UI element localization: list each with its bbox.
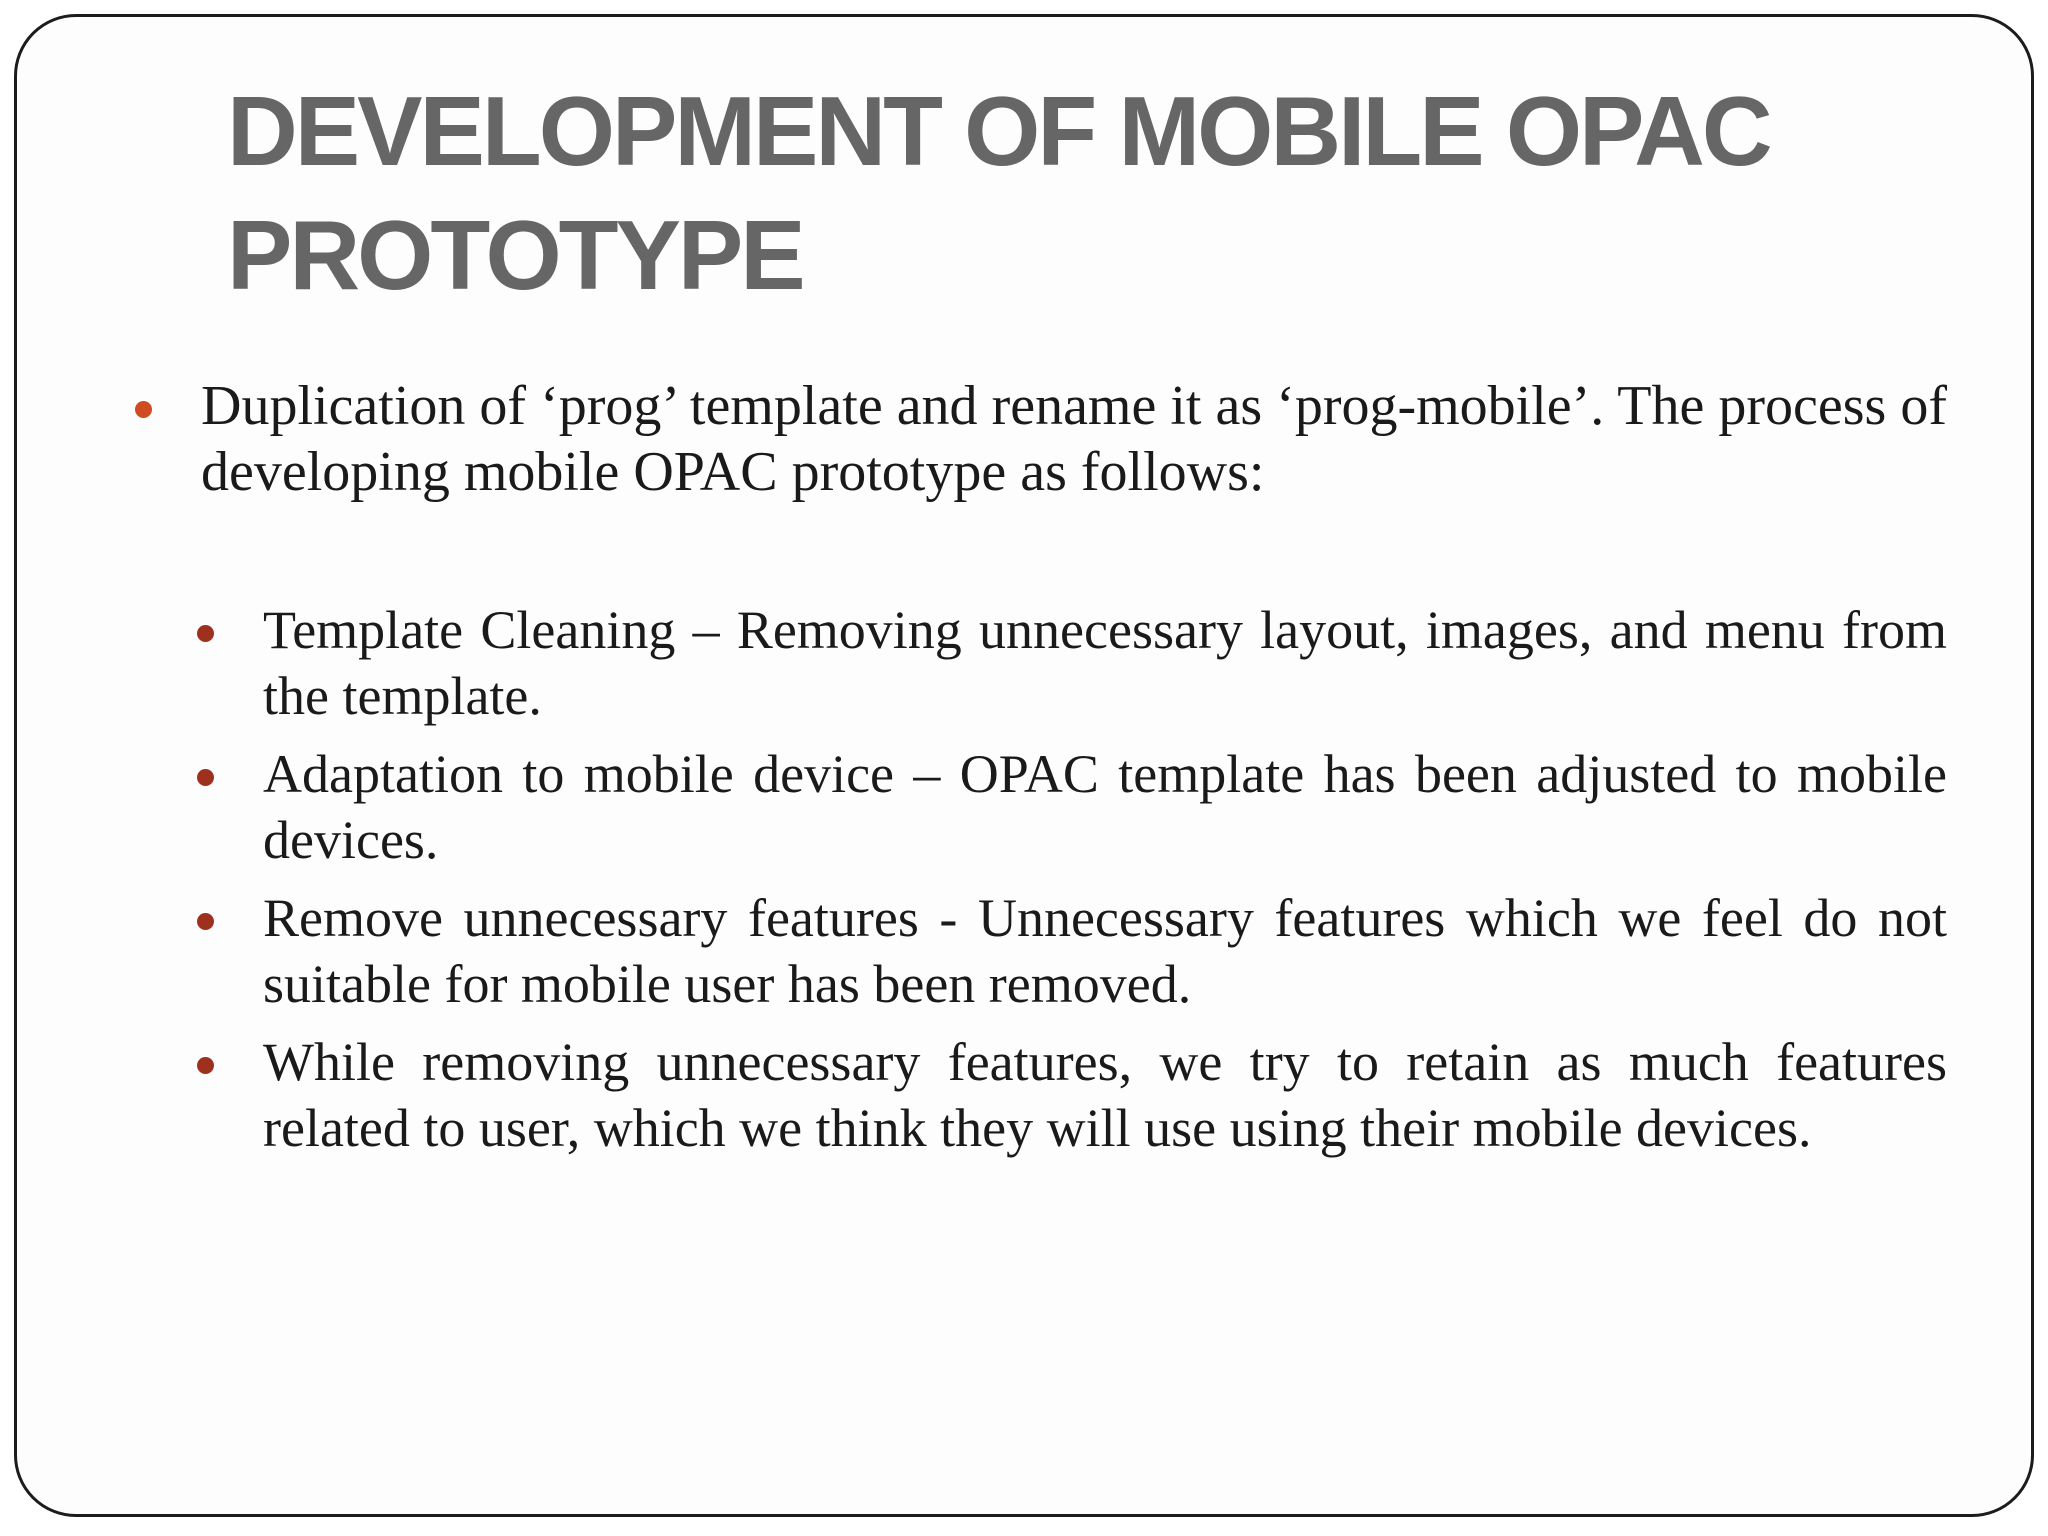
sub-bullet-text: Template Cleaning – Removing unnecessary layout, images, and menu from the template. [263,600,1947,726]
sub-bullet-item [189,885,1947,1017]
sub-bullet-text: Adaptation to mobile device – OPAC template has been adjusted to mobile devices. [263,744,1947,870]
bullet-icon [197,1057,214,1074]
main-bullet-text: Duplication of ‘prog’ template and rename it as ‘prog-mobile’. The process of developing mobile OPAC prototype as follows: [201,375,1947,503]
sub-bullet-text: While removing unnecessary features, we try to retain as much features related to user, which we think they will use using their mobile devices. [263,1032,1947,1158]
sub-bullet-item [189,741,1947,873]
slide-title: DEVELOPMENT OF MOBILE OPAC PROTOTYPE [227,76,1770,310]
main-bullet-item [127,373,1947,505]
slide-body [127,373,1947,1173]
slide-frame [14,14,2034,1517]
bullet-icon [197,625,214,642]
sub-bullet-text: Remove unnecessary features - Unnecessary features which we feel do not suitable for mobile user has been removed. [263,888,1947,1014]
bullet-icon [197,769,214,786]
bullet-icon [135,401,152,418]
bullet-icon [197,913,214,930]
sub-bullet-item [189,1029,1947,1161]
sub-bullet-item [189,597,1947,729]
